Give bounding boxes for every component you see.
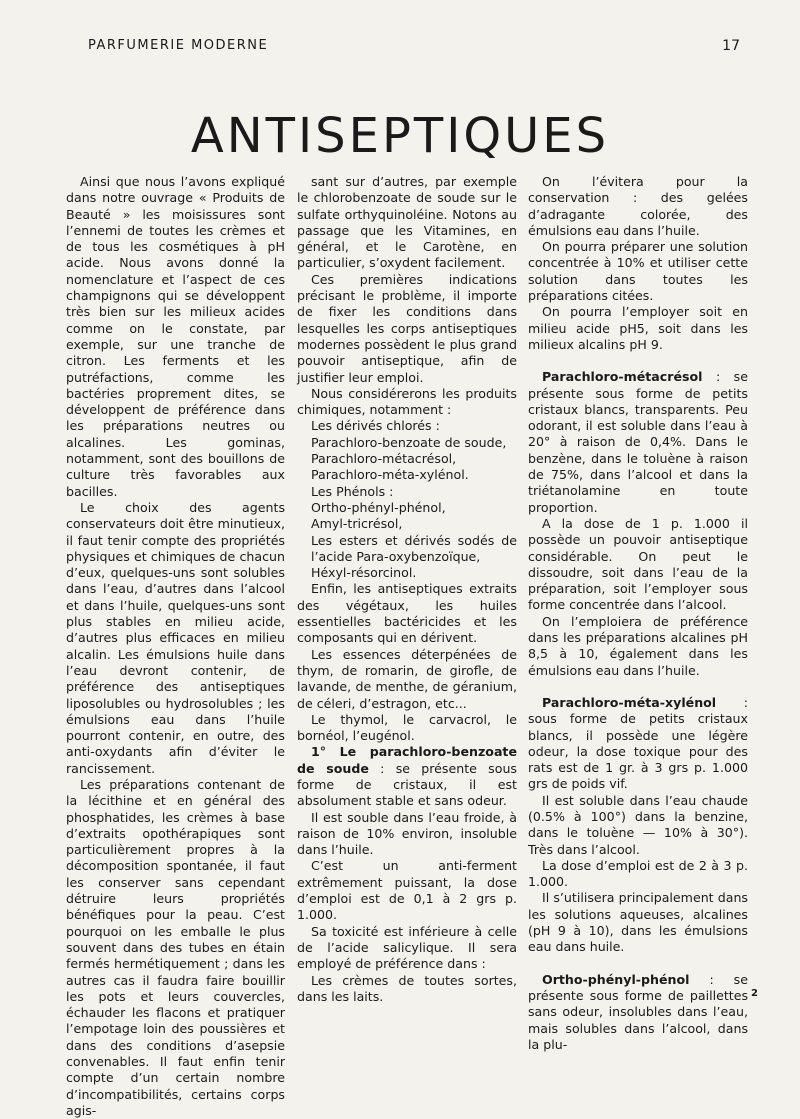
paragraph: Il est soluble dans l’eau chaude (0.5% à 100°) dans la benzine, dans le toluène — 10% à 30°). Très dans l’alcool. [528,792,748,857]
list-item: Parachloro-métacrésol, [311,451,457,467]
paragraph: Nous considérerons les produits chimiques, notamment : [297,385,517,418]
article-title: ANTISEPTIQUES [190,108,610,164]
paragraph: Enfin, les antiseptiques extraits des végétaux, les huiles essentielles bactéricides et les composants qui en dérivent. [297,581,517,646]
paragraph: C’est un anti-ferment extrêmement puissant, la dose d’emploi est de 0,1 à 2 grs p. 1.000. [297,858,517,923]
sheet-number: 2 [751,988,758,999]
journal-name: PARFUMERIE MODERNE [88,38,269,53]
section-parachloro-meta-xylenol [528,695,748,793]
section-heading: Ortho-phényl-phénol [542,971,690,987]
list-item: Les Phénols : [311,483,394,499]
column-3 [528,174,748,1053]
paragraph: Les préparations contenant de la lécithine et en général des phosphatides, les crèmes à base d’extraits opothérapiques sont particulièrement propres à la décomposition spontanée, il faut les conserver sans cependant détruire leurs propriétés bénéfiques pour la peau. C’est pourquoi on les emballe le plus souvent dans des tubes en étain fermés hermétiquement ; dans les autres cas il faudra faire bouillir les pots et leurs couvercles, échauder les flacons et pratiquer l’empotage loin des poussières et dans des conditions d’asepsie convenables. Il faut enfin tenir compte d’un certain nombre d’incompatibilités, certains corps agis- [66,776,285,1118]
paragraph: On pourra l’employer soit en milieu acide pH5, soit dans les milieux alcalins pH 9. [528,304,748,352]
running-header [88,38,740,58]
section-parachloro-metacresol [528,369,748,516]
list-item: Ortho-phényl-phénol, [311,499,446,515]
paragraph: Sa toxicité est inférieure à celle de l’acide salicylique. Il sera employé de préférence dans : [297,923,517,972]
section-text: : se présente sous forme de petits cristaux blancs, transparents. Peu odorant, il est soluble dans l’eau à 20° à raison de 0,4%. Dans le benzène, dans le toluène à raison de 75%, dans l’alcool et dans la triétanolamine en toute proportion. [528,369,748,515]
section-text: : se présente sous forme de cristaux, il est absolument stable et sans odeur. [297,760,517,809]
paragraph: Les essences déterpénées de thym, de romarin, de girofle, de lavande, de menthe, de géranium, de céleri, d’estragon, etc... [297,646,517,711]
paragraph: Il est souble dans l’eau froide, à raison de 10% environ, insoluble dans l’huile. [297,809,517,858]
paragraph: On pourra préparer une solution concentrée à 10% et utiliser cette solution dans toutes les préparations citées. [528,239,748,304]
column-2 [297,174,517,1005]
list-item: Les dérivés chlorés : [311,418,440,434]
paragraph: Le choix des agents conservateurs doit être minutieux, il faut tenir compte des propriétés physiques et chimiques de chacun d’eux, quelques-uns sont solubles dans l’eau, d’autres dans l’alcool et dans l’huile, quelques-uns sont plus stables en milieu acide, d’autres plus efficaces en milieu alcalin. Les émulsions huile dans l’eau devront contenir, de préférence des antiseptiques liposolubles ou hydrosolubles ; les émulsions eau dans l’huile pourront contenir, en outre, des anti-oxydants afin d’éviter le rancissement. [66,499,285,776]
paragraph: Ces premières indications précisant le problème, il importe de fixer les conditions dans lesquelles les corps antiseptiques modernes possèdent le plus grand pouvoir antiseptique, afin de justifier leur emploi. [297,271,517,385]
list-item: Parachloro-benzoate de soude, [311,434,507,450]
product-list [297,418,517,581]
paragraph: sant sur d’autres, par exemple le chlorobenzoate de soude sur le sulfate orthyquinoléine. Notons au passage que les Vitamines, en général, et le Carotène, en particulier, s’oxydent facilement. [297,174,517,271]
section-ortho-phenyl-phenol [528,972,748,1053]
list-item: Les esters et dérivés sodés de l’acide Para-oxybenzoïque, [311,532,517,564]
column-1 [66,174,285,1119]
section-text: : sous forme de petits cristaux blancs, il possède une légère odeur, la dose toxique pour des rats est de 1 gr. à 3 grs p. 1.000 grs de poids vif. [528,694,748,792]
section-heading: Parachloro-métacrésol [542,369,703,385]
section-heading: 1° Le parachloro-benzoate de soude [297,744,517,776]
paragraph: Ainsi que nous l’avons expliqué dans notre ouvrage « Produits de Beauté » les moisissures sont l’ennemi de toutes les crèmes et de tous les cosmétiques à pH acide. Nous avons donné la nomenclature et l’aspect de ces champignons qui se développent très bien sur les milieux acides comme on le constate, par exemple, sur une tranche de citron. Les ferments et les putréfactions, comme les bactéries proprement dites, se développent de préférence dans les préparations neutres ou alcalines. Les gominas, notamment, sont des bouillons de culture très favorables aux bacilles. [66,174,285,499]
list-item: Héxyl-résorcinol. [311,565,417,581]
paragraph: Les crèmes de toutes sortes, dans les laits. [297,972,517,1004]
section-heading: Parachloro-méta-xylénol [542,694,717,710]
section-text: : se présente sous forme de paillettes sans odeur, insolubles dans l’eau, mais solubles dans l’alcool, dans la plu- [528,971,748,1052]
paragraph: A la dose de 1 p. 1.000 il possède un pouvoir antiseptique considérable. On peut le dissoudre, soit dans l’eau de la préparation, soit l’employer sous forme concentrée dans l’alcool. [528,515,748,613]
section-parachloro-benzoate [297,744,517,809]
paragraph: La dose d’emploi est de 2 à 3 p. 1.000. [528,857,748,890]
paragraph: On l’emploiera de préférence dans les préparations alcalines pH 8,5 à 10, également dans les émulsions eau dans l’huile. [528,613,748,678]
paragraph: On l’évitera pour la conservation : des gelées d’adragante colorée, des émulsions eau dans l’huile. [528,174,748,238]
page-number: 17 [722,38,740,54]
list-item: Amyl-tricrésol, [311,516,403,532]
paragraph: Il s’utilisera principalement dans les solutions aqueuses, alcalines (pH 9 à 10), dans les émulsions eau dans huile. [528,890,748,955]
paragraph: Le thymol, le carvacrol, le bornéol, l’eugénol. [297,711,517,744]
list-item: Parachloro-méta-xylénol. [311,467,469,483]
